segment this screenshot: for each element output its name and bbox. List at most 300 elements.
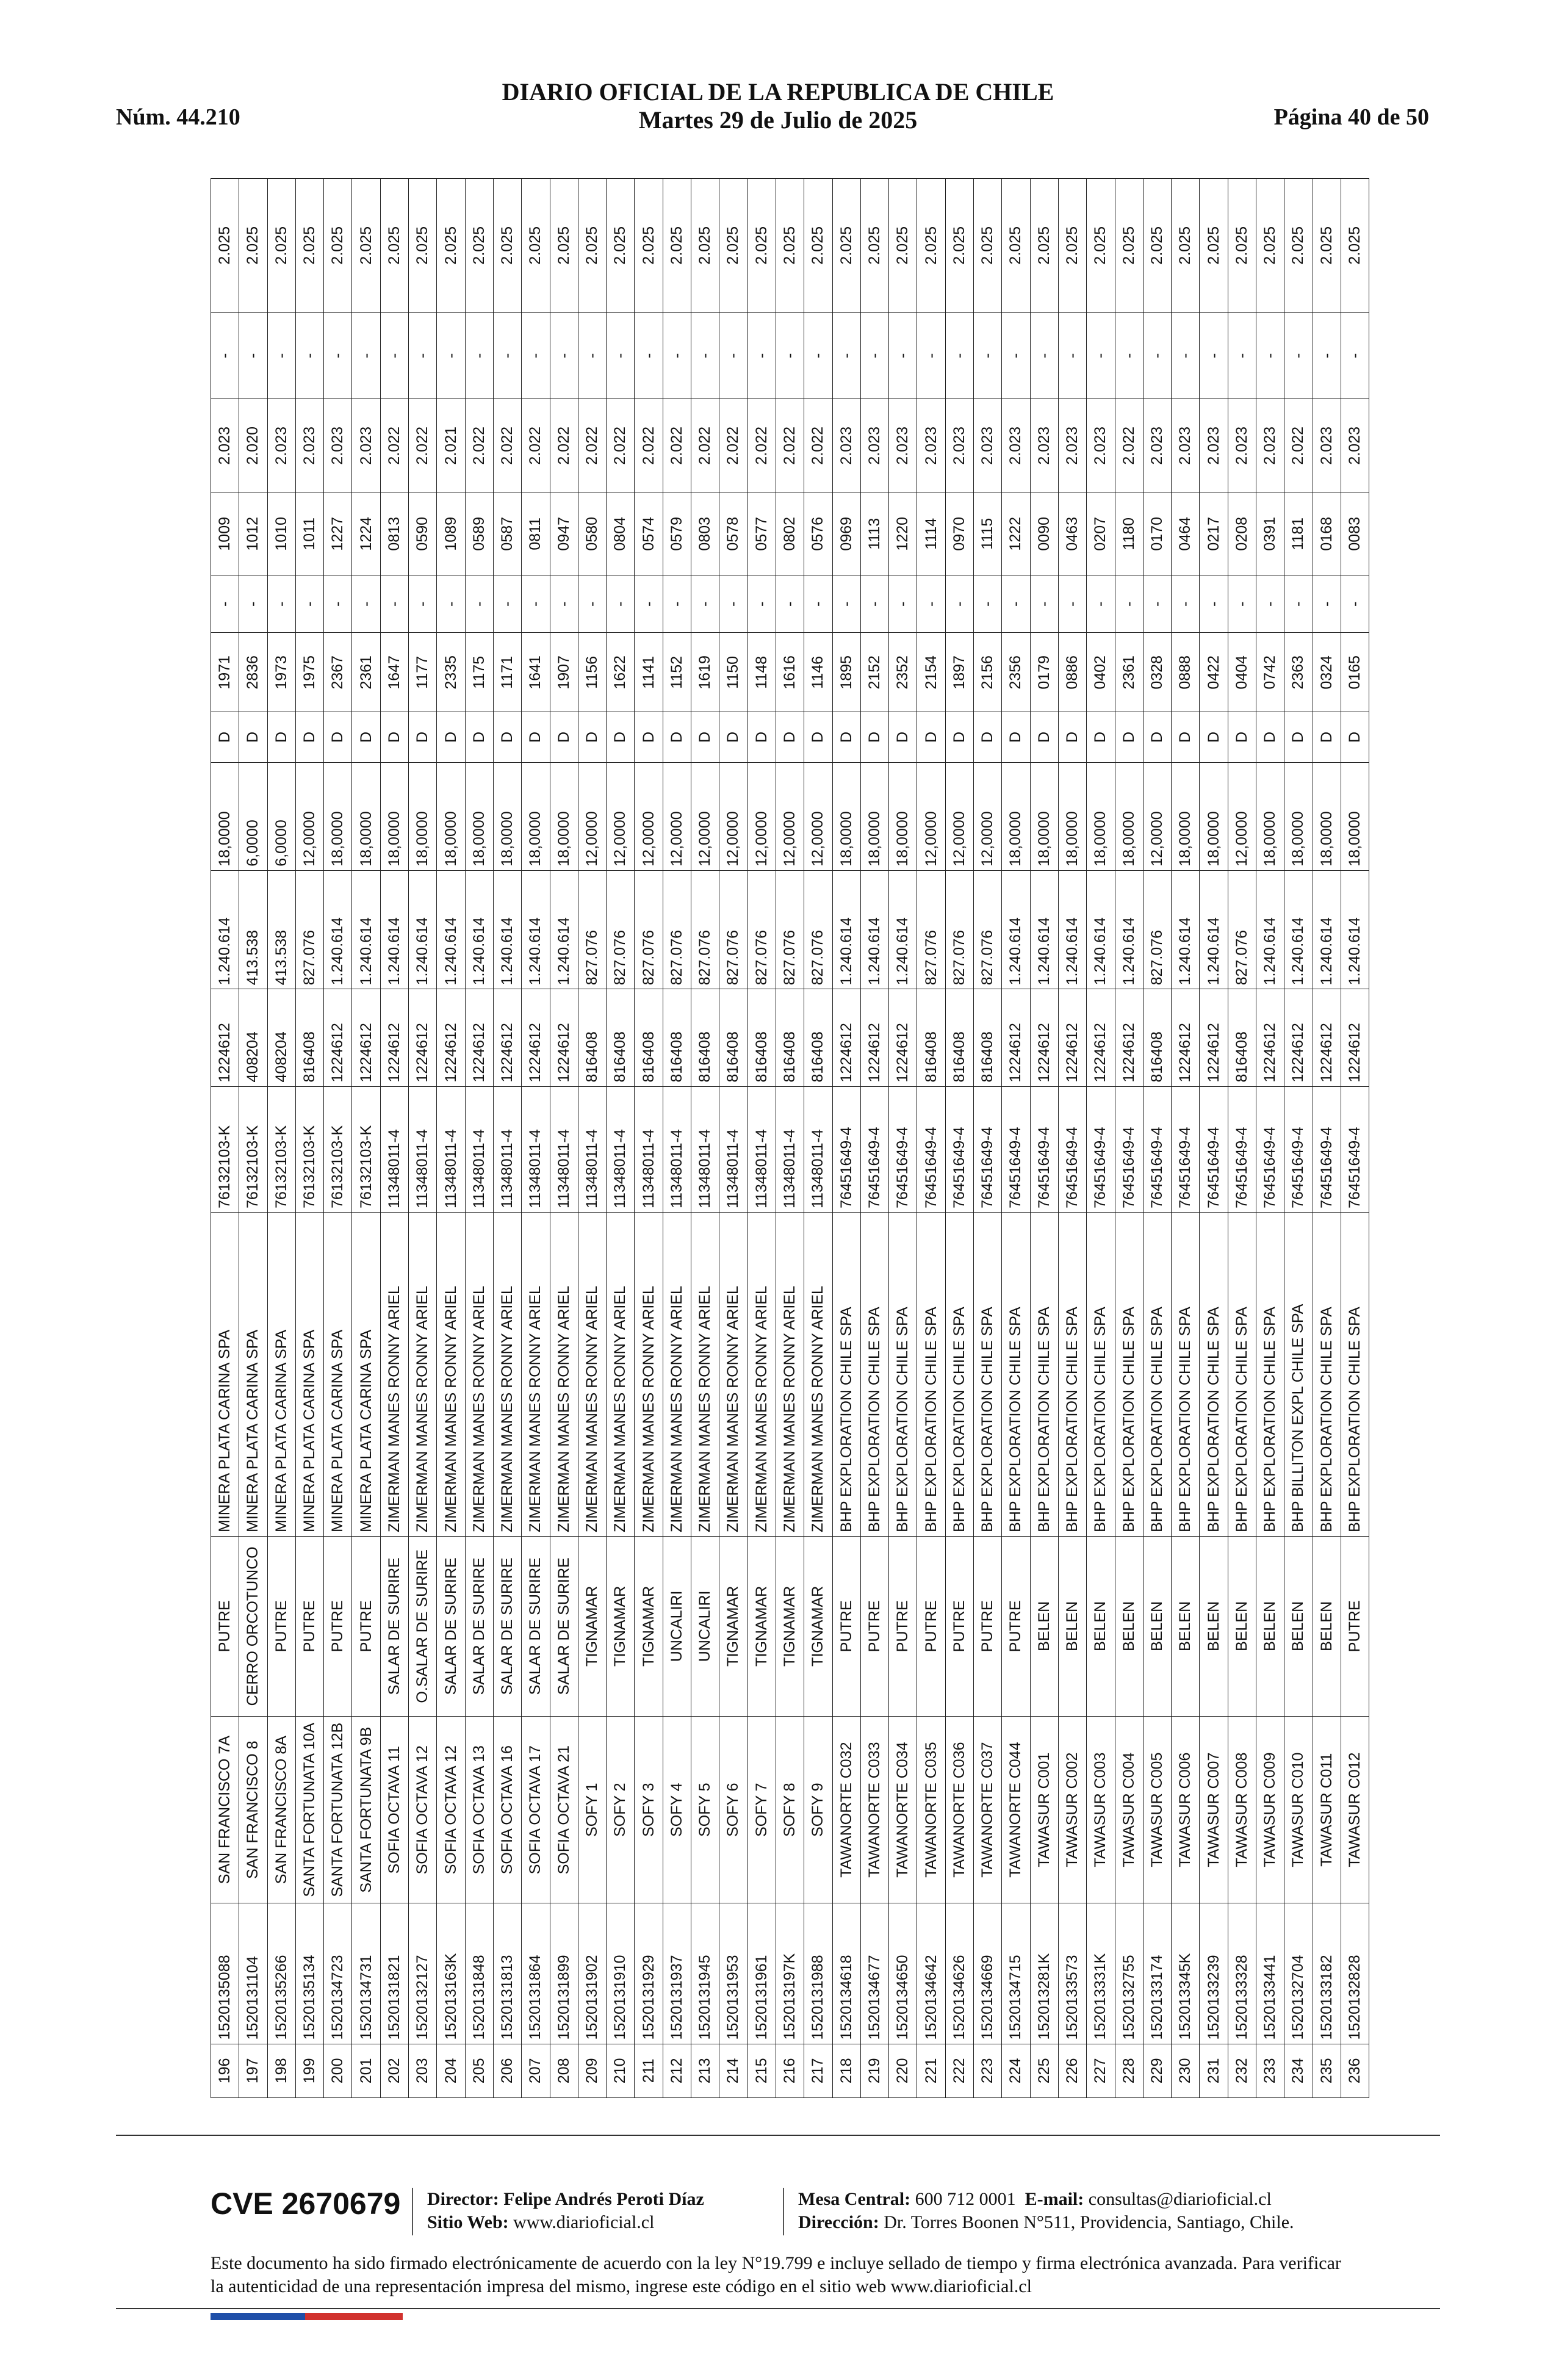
table-cell: 199	[295, 2044, 323, 2097]
table-cell: 12,0000	[747, 762, 776, 870]
table-cell: SALAR DE SURIRE	[465, 1536, 493, 1716]
table-cell: D	[832, 712, 860, 763]
footer-divider-top	[116, 2135, 1440, 2136]
table-cell: 0590	[409, 492, 437, 575]
table-cell: ZIMERMAN MANES RONNY ARIEL	[578, 1213, 606, 1537]
table-cell: 0170	[1143, 492, 1171, 575]
table-row	[578, 179, 606, 2098]
concessions-table	[211, 178, 1369, 2098]
table-cell: SOFY 1	[578, 1716, 606, 1903]
table-cell: PUTRE	[295, 1536, 323, 1716]
table-cell: TAWANORTE C035	[917, 1716, 945, 1903]
table-cell: -	[437, 575, 465, 633]
table-cell: 2.025	[409, 179, 437, 313]
table-cell: -	[550, 575, 578, 633]
director-label: Director:	[427, 2189, 499, 2209]
table-cell: 6,0000	[267, 762, 295, 870]
table-cell: 2.025	[380, 179, 408, 313]
table-row	[1002, 179, 1030, 2098]
table-row	[409, 179, 437, 2098]
table-cell: 1011	[295, 492, 323, 575]
table-cell: 230	[1172, 2044, 1200, 2097]
table-cell: TAWASUR C001	[1030, 1716, 1058, 1903]
table-cell: TIGNAMAR	[747, 1536, 776, 1716]
table-cell: -	[1284, 312, 1313, 399]
table-cell: 1010	[267, 492, 295, 575]
table-row	[550, 179, 578, 2098]
table-row	[324, 179, 352, 2098]
table-cell: 827.076	[719, 870, 747, 989]
table-cell: TAWASUR C002	[1058, 1716, 1086, 1903]
table-cell: ZIMERMAN MANES RONNY ARIEL	[663, 1213, 691, 1537]
table-cell: -	[804, 575, 832, 633]
table-cell: 2.021	[437, 399, 465, 492]
table-cell: 2.025	[465, 179, 493, 313]
table-cell: BHP EXPLORATION CHILE SPA	[1228, 1213, 1256, 1537]
table-cell: 0168	[1313, 492, 1341, 575]
table-cell: -	[352, 312, 380, 399]
table-cell: 1224612	[1200, 989, 1228, 1086]
table-cell: 1227	[324, 492, 352, 575]
table-cell: 2.025	[1115, 179, 1143, 313]
table-cell: SOFY 2	[607, 1716, 635, 1903]
table-cell: 76451649-4	[917, 1086, 945, 1212]
table-cell: D	[239, 712, 267, 763]
table-cell: 2.025	[550, 179, 578, 313]
flag-stripe-blue	[211, 2313, 305, 2320]
table-cell: 196	[211, 2044, 239, 2097]
table-cell: -	[493, 312, 521, 399]
table-cell: 2.025	[889, 179, 917, 313]
table-cell: MINERA PLATA CARINA SPA	[267, 1213, 295, 1537]
table-cell: 827.076	[635, 870, 663, 989]
table-cell: 2367	[324, 633, 352, 712]
email-link[interactable]: consultas@diarioficial.cl	[1088, 2189, 1272, 2209]
table-cell: 2.025	[945, 179, 973, 313]
table-cell: 152013331K	[1087, 1903, 1115, 2044]
table-cell: 1520131864	[522, 1903, 550, 2044]
footer-divider-bottom	[116, 2308, 1440, 2309]
contact-block	[798, 2188, 1294, 2234]
table-row	[860, 179, 888, 2098]
table-cell: 1.240.614	[860, 870, 888, 989]
table-cell: 2.020	[239, 399, 267, 492]
table-cell: 231	[1200, 2044, 1228, 2097]
table-cell: 2.023	[1341, 399, 1369, 492]
table-cell: 1181	[1284, 492, 1313, 575]
table-cell: MINERA PLATA CARINA SPA	[324, 1213, 352, 1537]
table-row	[1313, 179, 1341, 2098]
table-cell: -	[1200, 575, 1228, 633]
table-cell: 76451649-4	[1256, 1086, 1284, 1212]
table-row	[211, 179, 239, 2098]
table-cell: 12,0000	[1143, 762, 1171, 870]
table-cell: BELEN	[1313, 1536, 1341, 1716]
table-cell: TAWANORTE C044	[1002, 1716, 1030, 1903]
table-cell: BHP EXPLORATION CHILE SPA	[860, 1213, 888, 1537]
table-cell: 1224612	[1256, 989, 1284, 1086]
table-cell: 2.025	[437, 179, 465, 313]
table-row	[889, 179, 917, 2098]
table-cell: 1.240.614	[1256, 870, 1284, 989]
table-cell: 232	[1228, 2044, 1256, 2097]
table-cell: 1520134669	[974, 1903, 1002, 2044]
table-cell: 202	[380, 2044, 408, 2097]
table-cell: 827.076	[776, 870, 804, 989]
table-cell: -	[1030, 575, 1058, 633]
table-cell: SOFIA OCTAVA 17	[522, 1716, 550, 1903]
table-row	[493, 179, 521, 2098]
table-cell: -	[1228, 575, 1256, 633]
table-cell: ZIMERMAN MANES RONNY ARIEL	[691, 1213, 719, 1537]
table-cell: 2.022	[747, 399, 776, 492]
table-cell: 197	[239, 2044, 267, 2097]
table-cell: -	[860, 312, 888, 399]
table-cell: ZIMERMAN MANES RONNY ARIEL	[380, 1213, 408, 1537]
table-row	[1058, 179, 1086, 2098]
table-frame	[211, 178, 1364, 2098]
table-cell: 218	[832, 2044, 860, 2097]
table-cell: 2.025	[1228, 179, 1256, 313]
table-cell: 2.025	[860, 179, 888, 313]
table-cell: 2156	[974, 633, 1002, 712]
table-cell: 1224612	[493, 989, 521, 1086]
table-cell: 11348011-4	[550, 1086, 578, 1212]
table-cell: 1973	[267, 633, 295, 712]
table-cell: 76451649-4	[1143, 1086, 1171, 1212]
table-cell: BELEN	[1228, 1536, 1256, 1716]
table-cell: BHP EXPLORATION CHILE SPA	[889, 1213, 917, 1537]
table-cell: 207	[522, 2044, 550, 2097]
table-cell: CERRO ORCOTUNCO	[239, 1536, 267, 1716]
table-cell: TIGNAMAR	[635, 1536, 663, 1716]
table-cell: 2.023	[1256, 399, 1284, 492]
header-title: DIARIO OFICIAL DE LA REPUBLICA DE CHILE	[502, 78, 1054, 106]
table-cell: 221	[917, 2044, 945, 2097]
table-cell: 816408	[691, 989, 719, 1086]
table-cell: 18,0000	[1284, 762, 1313, 870]
table-cell: 0083	[1341, 492, 1369, 575]
table-cell: D	[578, 712, 606, 763]
table-cell: BHP BILLITON EXPL CHILE SPA	[1284, 1213, 1313, 1537]
table-cell: 12,0000	[578, 762, 606, 870]
table-cell: 76451649-4	[1228, 1086, 1256, 1212]
table-cell: 217	[804, 2044, 832, 2097]
table-cell: 1224612	[211, 989, 239, 1086]
table-cell: 12,0000	[776, 762, 804, 870]
table-cell: 2.023	[945, 399, 973, 492]
table-cell: 1520131937	[663, 1903, 691, 2044]
table-cell: -	[1058, 312, 1086, 399]
table-cell: ZIMERMAN MANES RONNY ARIEL	[465, 1213, 493, 1537]
table-cell: D	[522, 712, 550, 763]
table-cell: 2.025	[832, 179, 860, 313]
table-cell: 2.025	[324, 179, 352, 313]
table-cell: 1616	[776, 633, 804, 712]
table-cell: 1224612	[1002, 989, 1030, 1086]
table-cell: 827.076	[578, 870, 606, 989]
table-cell: 2.025	[691, 179, 719, 313]
table-cell: BHP EXPLORATION CHILE SPA	[1341, 1213, 1369, 1537]
table-cell: D	[380, 712, 408, 763]
address-value: Dr. Torres Boonen N°511, Providencia, Santiago, Chile.	[884, 2212, 1294, 2232]
table-row	[945, 179, 973, 2098]
table-cell: 152013163K	[437, 1903, 465, 2044]
table-cell: O.SALAR DE SURIRE	[409, 1536, 437, 1716]
table-cell: 18,0000	[1200, 762, 1228, 870]
table-cell: BHP EXPLORATION CHILE SPA	[974, 1213, 1002, 1537]
table-cell: 0888	[1172, 633, 1200, 712]
table-cell: 11348011-4	[522, 1086, 550, 1212]
table-cell: 1224612	[1058, 989, 1086, 1086]
table-cell: D	[776, 712, 804, 763]
table-cell: 219	[860, 2044, 888, 2097]
table-cell: 0970	[945, 492, 973, 575]
table-cell: 2.023	[860, 399, 888, 492]
table-cell: 408204	[267, 989, 295, 1086]
table-cell: SOFIA OCTAVA 21	[550, 1716, 578, 1903]
table-cell: BHP EXPLORATION CHILE SPA	[1143, 1213, 1171, 1537]
table-cell: 0802	[776, 492, 804, 575]
table-cell: 2352	[889, 633, 917, 712]
table-cell: SANTA FORTUNATA 12B	[324, 1716, 352, 1903]
table-cell: BELEN	[1115, 1536, 1143, 1716]
table-cell: -	[550, 312, 578, 399]
table-cell: 1224612	[352, 989, 380, 1086]
table-cell: MINERA PLATA CARINA SPA	[295, 1213, 323, 1537]
table-cell: -	[352, 575, 380, 633]
table-cell: 18,0000	[493, 762, 521, 870]
table-cell: -	[607, 575, 635, 633]
table-cell: 76132103-K	[352, 1086, 380, 1212]
table-cell: 1520133174	[1143, 1903, 1171, 2044]
table-cell: 18,0000	[1002, 762, 1030, 870]
table-cell: -	[1256, 575, 1284, 633]
table-cell: 2.025	[663, 179, 691, 313]
table-cell: -	[691, 575, 719, 633]
table-cell: 827.076	[295, 870, 323, 989]
cve-code: CVE 2670679	[211, 2187, 401, 2221]
table-cell: -	[1143, 312, 1171, 399]
table-cell: 208	[550, 2044, 578, 2097]
table-cell: 18,0000	[1115, 762, 1143, 870]
table-cell: 0165	[1341, 633, 1369, 712]
table-cell: -	[776, 575, 804, 633]
table-cell: 1.240.614	[1058, 870, 1086, 989]
table-cell: PUTRE	[945, 1536, 973, 1716]
table-row	[1341, 179, 1369, 2098]
table-cell: 2.022	[719, 399, 747, 492]
table-cell: 1520133239	[1200, 1903, 1228, 2044]
table-row	[522, 179, 550, 2098]
table-cell: -	[719, 312, 747, 399]
table-cell: -	[522, 312, 550, 399]
table-cell: 11348011-4	[747, 1086, 776, 1212]
table-cell: PUTRE	[267, 1536, 295, 1716]
footer-separator-2	[783, 2188, 784, 2235]
table-cell: MINERA PLATA CARINA SPA	[211, 1213, 239, 1537]
mesa-label: Mesa Central:	[798, 2189, 911, 2209]
table-cell: 1907	[550, 633, 578, 712]
table-cell: 1520134723	[324, 1903, 352, 2044]
table-cell: BHP EXPLORATION CHILE SPA	[945, 1213, 973, 1537]
table-cell: 205	[465, 2044, 493, 2097]
table-cell: 2.025	[211, 179, 239, 313]
legal-notice: Este documento ha sido firmado electrónicamente de acuerdo con la ley N°19.799 e incluye sellado de tiempo y firma electrónica avanzada. Para verificar la autenticidad de una representación impresa del mismo, ingrese este código en el sitio web www.diarioficial.cl	[211, 2253, 1341, 2296]
table-cell: UNCALIRI	[663, 1536, 691, 1716]
table-cell: 1175	[465, 633, 493, 712]
table-cell: BHP EXPLORATION CHILE SPA	[1313, 1213, 1341, 1537]
table-cell: 18,0000	[409, 762, 437, 870]
table-cell: 1520134626	[945, 1903, 973, 2044]
table-cell: 827.076	[607, 870, 635, 989]
table-cell: -	[1115, 312, 1143, 399]
table-cell: -	[663, 312, 691, 399]
table-cell: 225	[1030, 2044, 1058, 2097]
table-cell: PUTRE	[1002, 1536, 1030, 1716]
table-cell: 1520131899	[550, 1903, 578, 2044]
table-cell: 2361	[1115, 633, 1143, 712]
table-cell: 1224612	[1313, 989, 1341, 1086]
table-cell: 12,0000	[945, 762, 973, 870]
table-cell: 1152	[663, 633, 691, 712]
table-cell: BELEN	[1143, 1536, 1171, 1716]
site-link[interactable]: www.diarioficial.cl	[513, 2212, 655, 2232]
table-cell: 2836	[239, 633, 267, 712]
table-cell: 76451649-4	[860, 1086, 888, 1212]
table-cell: -	[917, 312, 945, 399]
table-cell: -	[578, 312, 606, 399]
table-cell: 12,0000	[691, 762, 719, 870]
table-cell: -	[1256, 312, 1284, 399]
table-cell: 12,0000	[295, 762, 323, 870]
table-cell: 0813	[380, 492, 408, 575]
table-cell: 2.022	[465, 399, 493, 492]
table-cell: TAWANORTE C037	[974, 1716, 1002, 1903]
table-cell: 0328	[1143, 633, 1171, 712]
table-cell: 233	[1256, 2044, 1284, 2097]
table-cell: -	[409, 312, 437, 399]
table-cell: BELEN	[1256, 1536, 1284, 1716]
table-row	[352, 179, 380, 2098]
table-cell: 1.240.614	[522, 870, 550, 989]
table-cell: 1.240.614	[465, 870, 493, 989]
table-cell: 76451649-4	[1087, 1086, 1115, 1212]
table-cell: -	[663, 575, 691, 633]
table-cell: TAWASUR C012	[1341, 1716, 1369, 1903]
table-cell: 816408	[747, 989, 776, 1086]
table-cell: 2.023	[1030, 399, 1058, 492]
table-cell: -	[889, 575, 917, 633]
table-cell: 1.240.614	[493, 870, 521, 989]
table-cell: -	[832, 575, 860, 633]
table-cell: 18,0000	[1313, 762, 1341, 870]
table-cell: 0577	[747, 492, 776, 575]
table-cell: 76132103-K	[211, 1086, 239, 1212]
table-cell: 2356	[1002, 633, 1030, 712]
table-cell: 1224612	[1030, 989, 1058, 1086]
table-cell: 198	[267, 2044, 295, 2097]
table-cell: 2.022	[578, 399, 606, 492]
table-cell: -	[1341, 312, 1369, 399]
table-cell: 1222	[1002, 492, 1030, 575]
table-cell: MINERA PLATA CARINA SPA	[352, 1213, 380, 1537]
table-cell: 11348011-4	[465, 1086, 493, 1212]
table-cell: D	[1115, 712, 1143, 763]
table-cell: 2.022	[776, 399, 804, 492]
table-cell: 827.076	[747, 870, 776, 989]
table-cell: 1.240.614	[1313, 870, 1341, 989]
table-cell: PUTRE	[860, 1536, 888, 1716]
table-cell: 1224612	[380, 989, 408, 1086]
table-cell: D	[945, 712, 973, 763]
table-cell: 0886	[1058, 633, 1086, 712]
table-cell: SALAR DE SURIRE	[380, 1536, 408, 1716]
table-cell: -	[1172, 575, 1200, 633]
table-row	[295, 179, 323, 2098]
table-cell: 12,0000	[663, 762, 691, 870]
table-cell: 18,0000	[437, 762, 465, 870]
table-cell: -	[860, 575, 888, 633]
table-row	[607, 179, 635, 2098]
table-cell: D	[663, 712, 691, 763]
table-cell: BHP EXPLORATION CHILE SPA	[1172, 1213, 1200, 1537]
table-cell: -	[437, 312, 465, 399]
table-cell: -	[1115, 575, 1143, 633]
header-issue-number: Núm. 44.210	[116, 104, 240, 130]
table-cell: 1647	[380, 633, 408, 712]
table-cell: 227	[1087, 2044, 1115, 2097]
table-row	[635, 179, 663, 2098]
table-cell: D	[211, 712, 239, 763]
table-cell: 1520134618	[832, 1903, 860, 2044]
table-cell: PUTRE	[832, 1536, 860, 1716]
table-cell: 206	[493, 2044, 521, 2097]
table-cell: ZIMERMAN MANES RONNY ARIEL	[719, 1213, 747, 1537]
header-date: Martes 29 de Julio de 2025	[638, 106, 918, 134]
table-cell: 18,0000	[1256, 762, 1284, 870]
table-cell: 76451649-4	[1284, 1086, 1313, 1212]
table-cell: TAWASUR C005	[1143, 1716, 1171, 1903]
table-cell: 1.240.614	[380, 870, 408, 989]
table-cell: 827.076	[1143, 870, 1171, 989]
table-cell: MINERA PLATA CARINA SPA	[239, 1213, 267, 1537]
table-cell: 76451649-4	[889, 1086, 917, 1212]
table-cell: BHP EXPLORATION CHILE SPA	[1115, 1213, 1143, 1537]
table-cell: D	[1087, 712, 1115, 763]
table-cell: 18,0000	[324, 762, 352, 870]
table-cell: 0464	[1172, 492, 1200, 575]
table-cell: -	[465, 575, 493, 633]
table-cell: 2.023	[917, 399, 945, 492]
table-cell: 0803	[691, 492, 719, 575]
table-cell: 1224612	[409, 989, 437, 1086]
table-cell: 0742	[1256, 633, 1284, 712]
table-cell: 816408	[917, 989, 945, 1086]
table-cell: PUTRE	[1341, 1536, 1369, 1716]
table-body	[211, 179, 1369, 2098]
table-cell: 1.240.614	[832, 870, 860, 989]
table-cell: 0463	[1058, 492, 1086, 575]
table-cell: 2.023	[1143, 399, 1171, 492]
table-cell: 2.025	[917, 179, 945, 313]
table-cell: 2.022	[409, 399, 437, 492]
table-cell: D	[409, 712, 437, 763]
address-label: Dirección:	[798, 2212, 879, 2232]
table-cell: 76451649-4	[1313, 1086, 1341, 1212]
table-cell: 1520134731	[352, 1903, 380, 2044]
table-cell: 0811	[522, 492, 550, 575]
